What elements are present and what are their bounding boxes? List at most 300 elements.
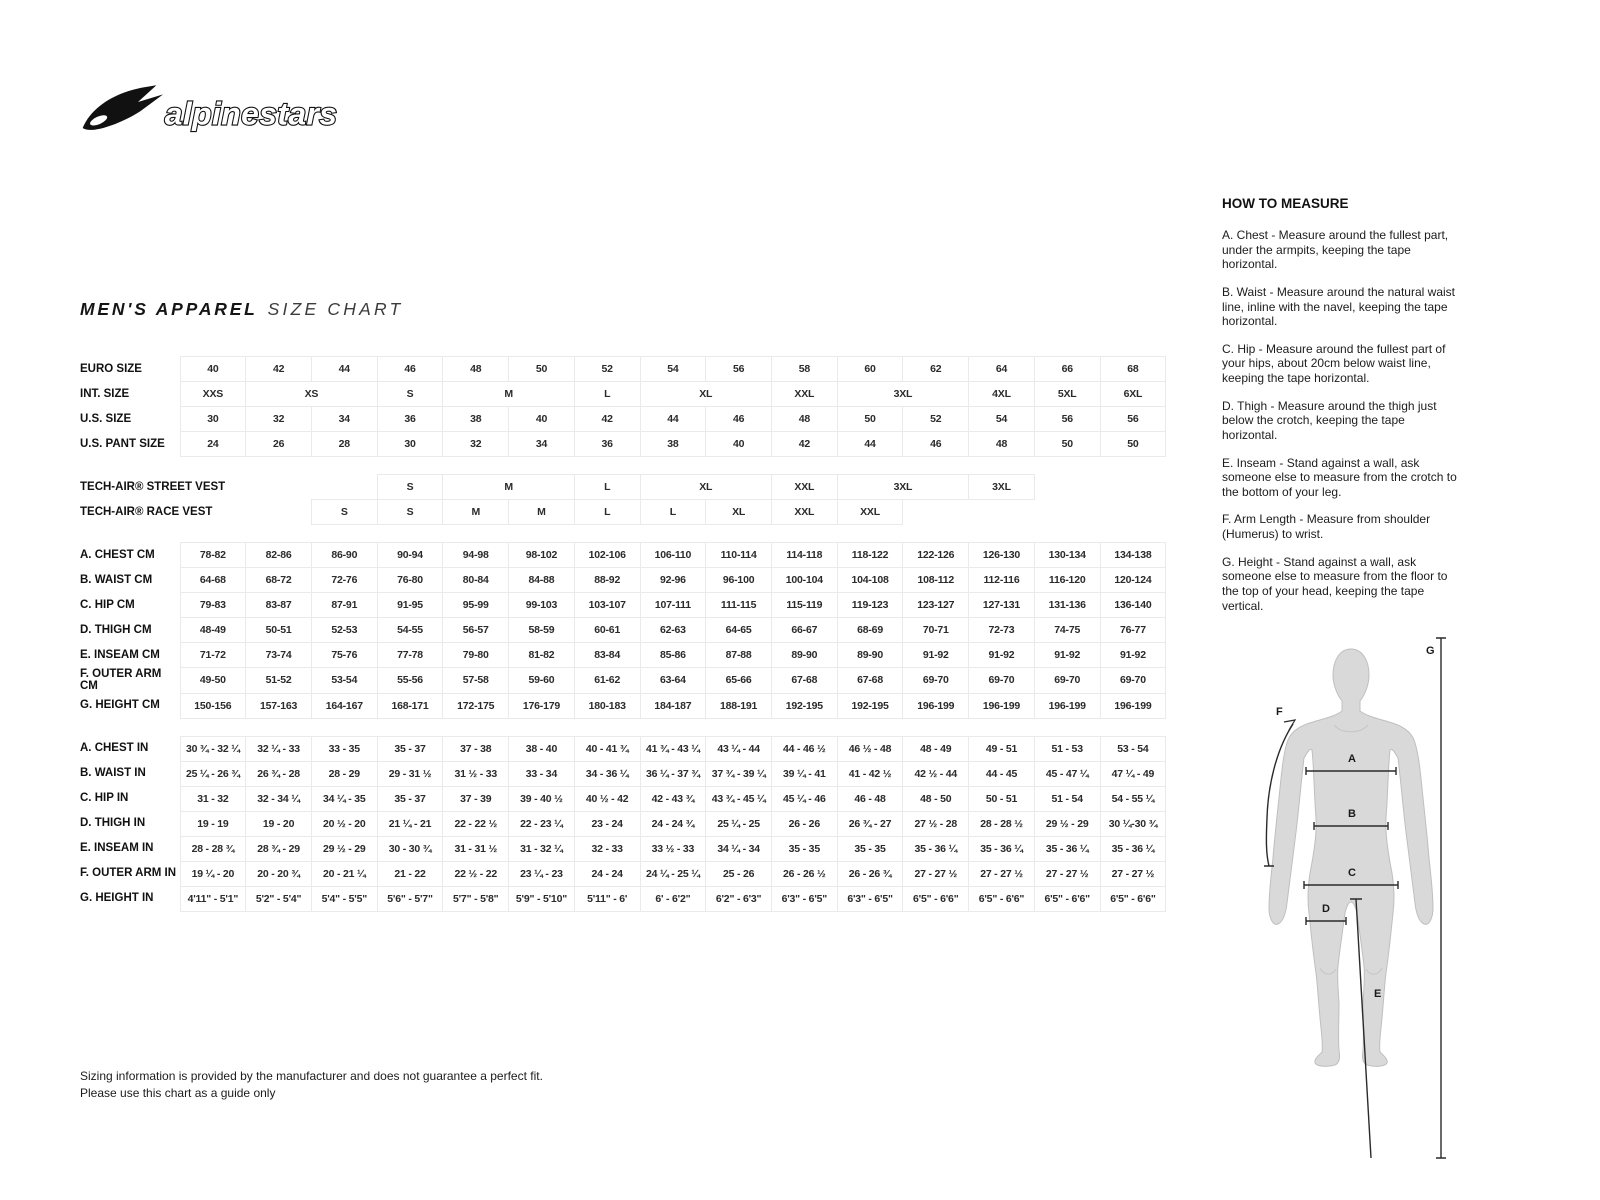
size-cell: 26 - 26 ¾ [837, 861, 903, 886]
size-cell: 89-90 [771, 643, 837, 668]
size-cell: 27 - 27 ½ [969, 861, 1035, 886]
size-cell: 91-92 [1034, 643, 1100, 668]
size-cell: 31 - 31 ½ [443, 836, 509, 861]
measure-line-height [1436, 638, 1446, 1158]
size-cell: 196-199 [1100, 693, 1166, 718]
size-cell: 27 - 27 ½ [903, 861, 969, 886]
empty-cell [1100, 500, 1166, 525]
size-cell: 76-80 [377, 568, 443, 593]
empty-cell [246, 475, 377, 500]
arm-arrowhead [1284, 720, 1295, 730]
size-cell: 192-195 [837, 693, 903, 718]
row-label: C. HIP CM [80, 598, 135, 611]
size-cell: 45 - 47 ¼ [1034, 761, 1100, 786]
size-cell: 32 - 34 ¼ [246, 786, 312, 811]
size-cell: 60 [837, 357, 903, 382]
size-cell: 50 [1034, 432, 1100, 457]
size-cell: 75-76 [311, 643, 377, 668]
size-cell: 36 ¼ - 37 ¾ [640, 761, 706, 786]
size-cell: 35 - 36 ¼ [903, 836, 969, 861]
size-cell: 51 - 54 [1034, 786, 1100, 811]
measure-label-inseam: E [1374, 988, 1382, 1000]
size-cell: 48 - 49 [903, 736, 969, 761]
size-cell: XS [246, 382, 377, 407]
size-cell: 44 - 45 [969, 761, 1035, 786]
logo-wordmark: alpinestars [164, 95, 338, 132]
size-cell: 150-156 [180, 693, 246, 718]
size-cell: 52 [574, 357, 640, 382]
row-label: TECH-AIR® RACE VEST [80, 505, 213, 518]
size-cell: 54 [640, 357, 706, 382]
size-cell: XXL [837, 500, 903, 525]
size-cell: 29 - 31 ½ [377, 761, 443, 786]
size-cell: 20 ½ - 20 [311, 811, 377, 836]
size-cell: 33 - 34 [509, 761, 575, 786]
size-cell: 51 - 53 [1034, 736, 1100, 761]
size-cell: 49 - 51 [969, 736, 1035, 761]
size-cell: 42 ½ - 44 [903, 761, 969, 786]
size-cell: 53-54 [311, 668, 377, 694]
size-cell: 30 ¾ - 32 ¼ [180, 736, 246, 761]
size-cell: 41 - 42 ½ [837, 761, 903, 786]
size-cell: 53 - 54 [1100, 736, 1166, 761]
size-cell: XXS [180, 382, 246, 407]
size-cell: 92-96 [640, 568, 706, 593]
size-cell: 22 - 22 ½ [443, 811, 509, 836]
measure-label-arm: F [1276, 706, 1283, 718]
size-cell: 54-55 [377, 618, 443, 643]
disclaimer-line-2: Please use this chart as a guide only [80, 1085, 276, 1100]
size-cell: 26 ¾ - 28 [246, 761, 312, 786]
size-cell: 79-83 [180, 593, 246, 618]
size-cell: 6XL [1100, 382, 1166, 407]
row-label: F. OUTER ARM IN [80, 867, 177, 880]
size-cell: 79-80 [443, 643, 509, 668]
size-cell: 63-64 [640, 668, 706, 694]
size-cell: 3XL [837, 475, 968, 500]
size-cell: 32 - 33 [574, 836, 640, 861]
size-cell: 38 - 40 [509, 736, 575, 761]
size-cell: 176-179 [509, 693, 575, 718]
how-to-measure-heading: HOW TO MEASURE [1222, 196, 1349, 211]
size-cell: 56 [1100, 407, 1166, 432]
row-label: B. WAIST IN [80, 767, 146, 780]
size-cell: 32 [443, 432, 509, 457]
size-cell: 76-77 [1100, 618, 1166, 643]
empty-cell [1100, 475, 1166, 500]
size-cell: 40 - 41 ¾ [574, 736, 640, 761]
size-cell: 103-107 [574, 593, 640, 618]
disclaimer-line-1: Sizing information is provided by the manufacturer and does not guarantee a perfect fit. [80, 1069, 543, 1083]
size-cell: 52 [903, 407, 969, 432]
measure-label-waist: B [1348, 808, 1356, 820]
size-cell: 39 ¼ - 41 [771, 761, 837, 786]
page-title-secondary: SIZE CHART [267, 299, 404, 319]
size-cell: 40 [706, 432, 772, 457]
size-cell: 68-69 [837, 618, 903, 643]
size-cell: 66 [1034, 357, 1100, 382]
size-cell: 72-73 [969, 618, 1035, 643]
measure-instruction: F. Arm Length - Measure from shoulder (Humerus) to wrist. [1222, 512, 1431, 541]
size-cell: M [443, 475, 574, 500]
size-cell: 27 ½ - 28 [903, 811, 969, 836]
measure-label-thigh: D [1322, 903, 1330, 915]
size-cell: 46 [377, 357, 443, 382]
size-cell: 51-52 [246, 668, 312, 694]
size-cell: 43 ¼ - 44 [706, 736, 772, 761]
size-cell: L [574, 500, 640, 525]
size-cell: 114-118 [771, 543, 837, 568]
size-cell: 74-75 [1034, 618, 1100, 643]
how-to-measure-panel [1222, 196, 1458, 626]
size-cell: S [377, 475, 443, 500]
size-cell: 36 [574, 432, 640, 457]
size-cell: 6'5" - 6'6" [1100, 886, 1166, 911]
size-cell: 172-175 [443, 693, 509, 718]
size-cell: 5'11" - 6' [574, 886, 640, 911]
measure-label-hip: C [1348, 867, 1356, 879]
size-cell: 134-138 [1100, 543, 1166, 568]
row-spacer [80, 525, 1166, 543]
size-cell: 60-61 [574, 618, 640, 643]
size-cell: 99-103 [509, 593, 575, 618]
size-cell: 5'9" - 5'10" [509, 886, 575, 911]
row-label: TECH-AIR® STREET VEST [80, 480, 226, 493]
size-cell: XXL [771, 382, 837, 407]
size-cell: 84-88 [509, 568, 575, 593]
size-cell: 27 - 27 ½ [1034, 861, 1100, 886]
size-cell: 34 ¼ - 35 [311, 786, 377, 811]
size-cell: 5'7" - 5'8" [443, 886, 509, 911]
size-cell: 64 [969, 357, 1035, 382]
size-cell: 95-99 [443, 593, 509, 618]
size-cell: 31 - 32 ¼ [509, 836, 575, 861]
measure-instruction: E. Inseam - Stand against a wall, ask someone else to measure from the crotch to the bottom of your leg. [1222, 455, 1457, 499]
size-cell: 157-163 [246, 693, 312, 718]
size-cell: 49-50 [180, 668, 246, 694]
size-cell: 6'5" - 6'6" [903, 886, 969, 911]
size-cell: 36 [377, 407, 443, 432]
size-cell: 56 [706, 357, 772, 382]
measure-instruction: D. Thigh - Measure around the thigh just below the crotch, keeping the tape horizontal. [1222, 398, 1437, 442]
size-cell: L [574, 382, 640, 407]
measure-instruction: C. Hip - Measure around the fullest part of your hips, about 20cm below waist line, keeping the tape horizontal. [1222, 341, 1446, 385]
size-cell: 67-68 [771, 668, 837, 694]
size-cell: 65-66 [706, 668, 772, 694]
size-cell: 26 ¾ - 27 [837, 811, 903, 836]
size-cell: 100-104 [771, 568, 837, 593]
row-spacer [80, 457, 1166, 475]
size-cell: 131-136 [1034, 593, 1100, 618]
row-spacer [80, 718, 1166, 736]
row-label: G. HEIGHT IN [80, 892, 154, 905]
empty-cell [246, 500, 312, 525]
size-cell: 35 - 36 ¼ [1034, 836, 1100, 861]
size-cell: S [377, 500, 443, 525]
alpinestars-logo-icon [76, 84, 344, 140]
size-cell: 67-68 [837, 668, 903, 694]
size-cell: 64-68 [180, 568, 246, 593]
size-cell: 184-187 [640, 693, 706, 718]
size-cell: 46 [903, 432, 969, 457]
size-cell: 40 [509, 407, 575, 432]
size-cell: 48 [443, 357, 509, 382]
size-cell: 23 ¼ - 23 [509, 861, 575, 886]
size-cell: 81-82 [509, 643, 575, 668]
size-cell: 26 - 26 ½ [771, 861, 837, 886]
measure-instruction: B. Waist - Measure around the natural waist line, inline with the navel, keeping the tape horizontal. [1222, 284, 1455, 329]
body-silhouette [1269, 649, 1433, 1066]
size-cell: 69-70 [1034, 668, 1100, 694]
size-cell: 40 [180, 357, 246, 382]
size-cell: 35 - 35 [771, 836, 837, 861]
measure-label-chest: A [1348, 753, 1356, 765]
measure-instruction: G. Height - Stand against a wall, ask someone else to measure from the floor to the top of your head, keeping the tape vertical. [1222, 554, 1448, 613]
size-cell: 50-51 [246, 618, 312, 643]
size-cell: 62-63 [640, 618, 706, 643]
size-cell: 107-111 [640, 593, 706, 618]
size-cell: 89-90 [837, 643, 903, 668]
size-cell: 83-84 [574, 643, 640, 668]
row-label: A. CHEST CM [80, 548, 155, 561]
size-cell: 48 [969, 432, 1035, 457]
size-cell: 42 [574, 407, 640, 432]
size-cell: 50 [509, 357, 575, 382]
size-cell: 90-94 [377, 543, 443, 568]
size-cell: 29 ½ - 29 [1034, 811, 1100, 836]
size-cell: 55-56 [377, 668, 443, 694]
size-cell: 83-87 [246, 593, 312, 618]
size-cell: 34 [509, 432, 575, 457]
size-cell: 28 [311, 432, 377, 457]
row-label: INT. SIZE [80, 387, 130, 400]
size-cell: 106-110 [640, 543, 706, 568]
size-cell: XXL [771, 500, 837, 525]
size-chart-table [80, 356, 1166, 912]
size-cell: 69-70 [969, 668, 1035, 694]
size-cell: 5XL [1034, 382, 1100, 407]
size-cell: XL [640, 475, 771, 500]
size-cell: 50 [1100, 432, 1166, 457]
size-cell: 48 [771, 407, 837, 432]
size-cell: 34 ¼ - 34 [706, 836, 772, 861]
size-cell: 50 [837, 407, 903, 432]
size-cell: 80-84 [443, 568, 509, 593]
size-cell: 58-59 [509, 618, 575, 643]
page-title-primary: MEN'S APPAREL [80, 299, 258, 319]
size-cell: 69-70 [1100, 668, 1166, 694]
size-cell: 25 ¼ - 25 [706, 811, 772, 836]
size-cell: 188-191 [706, 693, 772, 718]
size-cell: 87-88 [706, 643, 772, 668]
size-cell: L [574, 475, 640, 500]
size-cell: 46 ½ - 48 [837, 736, 903, 761]
size-cell: 45 ¼ - 46 [771, 786, 837, 811]
size-cell: 46 [706, 407, 772, 432]
size-cell: L [640, 500, 706, 525]
size-cell: 196-199 [1034, 693, 1100, 718]
size-cell: 87-91 [311, 593, 377, 618]
size-cell: 39 - 40 ½ [509, 786, 575, 811]
size-cell: 91-92 [969, 643, 1035, 668]
size-cell: 73-74 [246, 643, 312, 668]
size-cell: 6'3" - 6'5" [837, 886, 903, 911]
size-cell: 22 - 23 ¼ [509, 811, 575, 836]
size-cell: 48-49 [180, 618, 246, 643]
size-cell: 44 [837, 432, 903, 457]
size-cell: M [509, 500, 575, 525]
size-cell: 71-72 [180, 643, 246, 668]
size-cell: 62 [903, 357, 969, 382]
size-cell: 123-127 [903, 593, 969, 618]
size-cell: 6'3" - 6'5" [771, 886, 837, 911]
size-cell: 40 ½ - 42 [574, 786, 640, 811]
size-cell: 25 ¼ - 26 ¾ [180, 761, 246, 786]
size-cell: 26 [246, 432, 312, 457]
row-label: E. INSEAM CM [80, 648, 160, 661]
size-cell: 130-134 [1034, 543, 1100, 568]
size-cell: 6' - 6'2" [640, 886, 706, 911]
size-cell: 110-114 [706, 543, 772, 568]
size-cell: 28 - 28 ½ [969, 811, 1035, 836]
size-cell: 6'5" - 6'6" [969, 886, 1035, 911]
size-cell: 41 ¾ - 43 ¼ [640, 736, 706, 761]
page-title [80, 299, 403, 320]
disclaimer [80, 1068, 543, 1102]
size-cell: 22 ½ - 22 [443, 861, 509, 886]
row-label: F. OUTER ARM CM [80, 667, 162, 693]
size-cell: 115-119 [771, 593, 837, 618]
size-cell: 78-82 [180, 543, 246, 568]
size-cell: 34 [311, 407, 377, 432]
size-cell: S [311, 500, 377, 525]
row-label: D. THIGH IN [80, 817, 146, 830]
size-cell: XL [640, 382, 771, 407]
size-cell: 4'11" - 5'1" [180, 886, 246, 911]
size-cell: 31 - 32 [180, 786, 246, 811]
size-cell: 35 - 36 ¼ [1100, 836, 1166, 861]
size-cell: 56-57 [443, 618, 509, 643]
size-cell: XL [706, 500, 772, 525]
size-cell: 88-92 [574, 568, 640, 593]
size-cell: 28 - 28 ¾ [180, 836, 246, 861]
row-label: D. THIGH CM [80, 623, 152, 636]
size-cell: 196-199 [969, 693, 1035, 718]
row-label: A. CHEST IN [80, 742, 149, 755]
size-cell: 52-53 [311, 618, 377, 643]
size-cell: 66-67 [771, 618, 837, 643]
size-cell: 91-95 [377, 593, 443, 618]
size-cell: 42 [246, 357, 312, 382]
measure-label-height: G [1426, 645, 1435, 657]
size-cell: 23 - 24 [574, 811, 640, 836]
size-cell: 72-76 [311, 568, 377, 593]
size-cell: 50 - 51 [969, 786, 1035, 811]
size-cell: 68 [1100, 357, 1166, 382]
empty-cell [1034, 500, 1100, 525]
alpinestars-logo [76, 84, 344, 145]
size-cell: 30 ¼-30 ¾ [1100, 811, 1166, 836]
size-cell: 5'6" - 5'7" [377, 886, 443, 911]
size-cell: 69-70 [903, 668, 969, 694]
size-cell: 4XL [969, 382, 1035, 407]
size-cell: 54 [969, 407, 1035, 432]
size-cell: 59-60 [509, 668, 575, 694]
size-cell: 98-102 [509, 543, 575, 568]
size-cell: 91-92 [1100, 643, 1166, 668]
size-cell: 42 - 43 ¾ [640, 786, 706, 811]
empty-cell [903, 500, 969, 525]
size-cell: 30 [180, 407, 246, 432]
size-cell: 58 [771, 357, 837, 382]
size-cell: 28 - 29 [311, 761, 377, 786]
size-cell: 37 - 39 [443, 786, 509, 811]
size-cell: 32 ¼ - 33 [246, 736, 312, 761]
size-cell: 19 ¼ - 20 [180, 861, 246, 886]
size-cell: 102-106 [574, 543, 640, 568]
size-cell: 20 - 20 ¾ [246, 861, 312, 886]
size-cell: 112-116 [969, 568, 1035, 593]
size-cell: 136-140 [1100, 593, 1166, 618]
size-cell: 56 [1034, 407, 1100, 432]
size-cell: 33 ½ - 33 [640, 836, 706, 861]
size-cell: M [443, 382, 574, 407]
size-cell: 21 ¼ - 21 [377, 811, 443, 836]
size-cell: 196-199 [903, 693, 969, 718]
size-cell: 35 - 36 ¼ [969, 836, 1035, 861]
size-cell: 111-115 [706, 593, 772, 618]
size-cell: 3XL [837, 382, 968, 407]
size-cell: 30 - 30 ¾ [377, 836, 443, 861]
size-cell: 77-78 [377, 643, 443, 668]
row-label: G. HEIGHT CM [80, 699, 160, 712]
size-cell: 127-131 [969, 593, 1035, 618]
measure-instruction-list [1222, 228, 1458, 613]
size-cell: 64-65 [706, 618, 772, 643]
size-cell: 28 ¾ - 29 [246, 836, 312, 861]
size-cell: 68-72 [246, 568, 312, 593]
size-cell: 70-71 [903, 618, 969, 643]
size-cell: 6'5" - 6'6" [1034, 886, 1100, 911]
size-cell: 3XL [969, 475, 1035, 500]
size-cell: 44 - 46 ½ [771, 736, 837, 761]
row-label: U.S. SIZE [80, 412, 132, 425]
size-cell: 5'2" - 5'4" [246, 886, 312, 911]
size-cell: 24 [180, 432, 246, 457]
size-cell: 91-92 [903, 643, 969, 668]
size-cell: 27 - 27 ½ [1100, 861, 1166, 886]
size-cell: 54 - 55 ¼ [1100, 786, 1166, 811]
size-cell: 168-171 [377, 693, 443, 718]
size-cell: M [443, 500, 509, 525]
size-cell: 43 ¾ - 45 ¼ [706, 786, 772, 811]
row-label: EURO SIZE [80, 362, 142, 375]
size-cell: 21 - 22 [377, 861, 443, 886]
size-cell: 30 [377, 432, 443, 457]
size-cell: 35 - 37 [377, 736, 443, 761]
size-cell: 26 - 26 [771, 811, 837, 836]
size-cell: 108-112 [903, 568, 969, 593]
size-cell: 19 - 19 [180, 811, 246, 836]
size-cell: 38 [640, 432, 706, 457]
size-cell: 42 [771, 432, 837, 457]
size-cell: 24 ¼ - 25 ¼ [640, 861, 706, 886]
size-cell: 85-86 [640, 643, 706, 668]
size-cell: 19 - 20 [246, 811, 312, 836]
size-cell: 25 - 26 [706, 861, 772, 886]
size-cell: 5'4" - 5'5" [311, 886, 377, 911]
size-cell: 31 ½ - 33 [443, 761, 509, 786]
